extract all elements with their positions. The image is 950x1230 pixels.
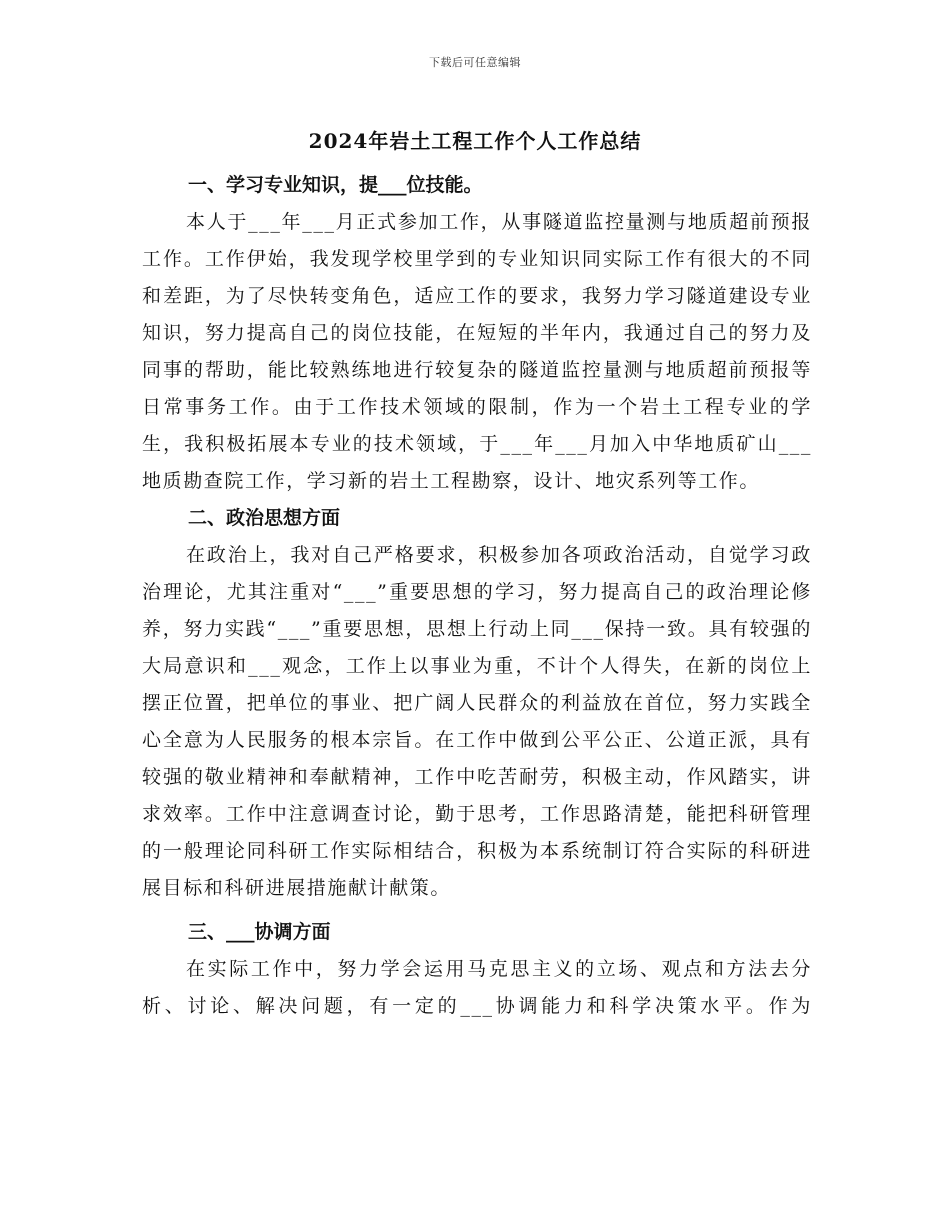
document-title: 2024年岩土工程工作个人工作总结	[308, 129, 642, 153]
section-heading-study: 一、学习专业知识，提___位技能。	[188, 174, 483, 196]
document-body	[142, 167, 812, 1025]
section-heading-coordination: 三、___协调方面	[188, 921, 331, 943]
paragraph-political: 在政治上，我对自己严格要求，积极参加各项政治活动，自觉学习政治理论，尤其注重对“___”重要思想的学习，努力提高自己的政治理论修养，努力实践“___”重要思想，思想上行动上同___保持一致。具有较强的大局意识和___观念，工作上以事业为重，不计个人得失，在新的岗位上摆正位置，把单位的事业、把广阔人民群众的利益放在首位，努力实践全心全意为人民服务的根本宗旨。在工作中做到公平公正、公道正派，具有较强的敬业精神和奉献精神，工作中吃苦耐劳，积极主动，作风踏实，讲求效率。工作中注意调查讨论，勤于思考，工作思路清楚，能把科研管理的一般理论同科研工作实际相结合，积极为本系统制订符合实际的科研进展目标和科研进展措施献计献策。	[142, 544, 812, 899]
paragraph-study: 本人于___年___月正式参加工作，从事隧道监控量测与地质超前预报工作。工作伊始，我发现学校里学到的专业知识同实际工作有很大的不同和差距，为了尽快转变角色，适应工作的要求，我努力学习隧道建设专业知识，努力提高自己的岗位技能，在短短的半年内，我通过自己的努力及同事的帮助，能比较熟练地进行较复杂的隧道监控量测与地质超前预报等日常事务工作。由于工作技术领域的限制，作为一个岩土工程专业的学生，我积极拓展本专业的技术领域，于___年___月加入中华地质矿山___地质勘查院工作，学习新的岩土工程勘察，设计、地灾系列等工作。	[142, 211, 812, 492]
paragraph-coordination: 在实际工作中，努力学会运用马克思主义的立场、观点和方法去分析、讨论、解决问题，有一定的___协调能力和科学决策水平。作为	[142, 958, 812, 1017]
section-heading-political: 二、政治思想方面	[188, 507, 341, 529]
header-note: 下载后可任意编辑	[429, 56, 521, 69]
